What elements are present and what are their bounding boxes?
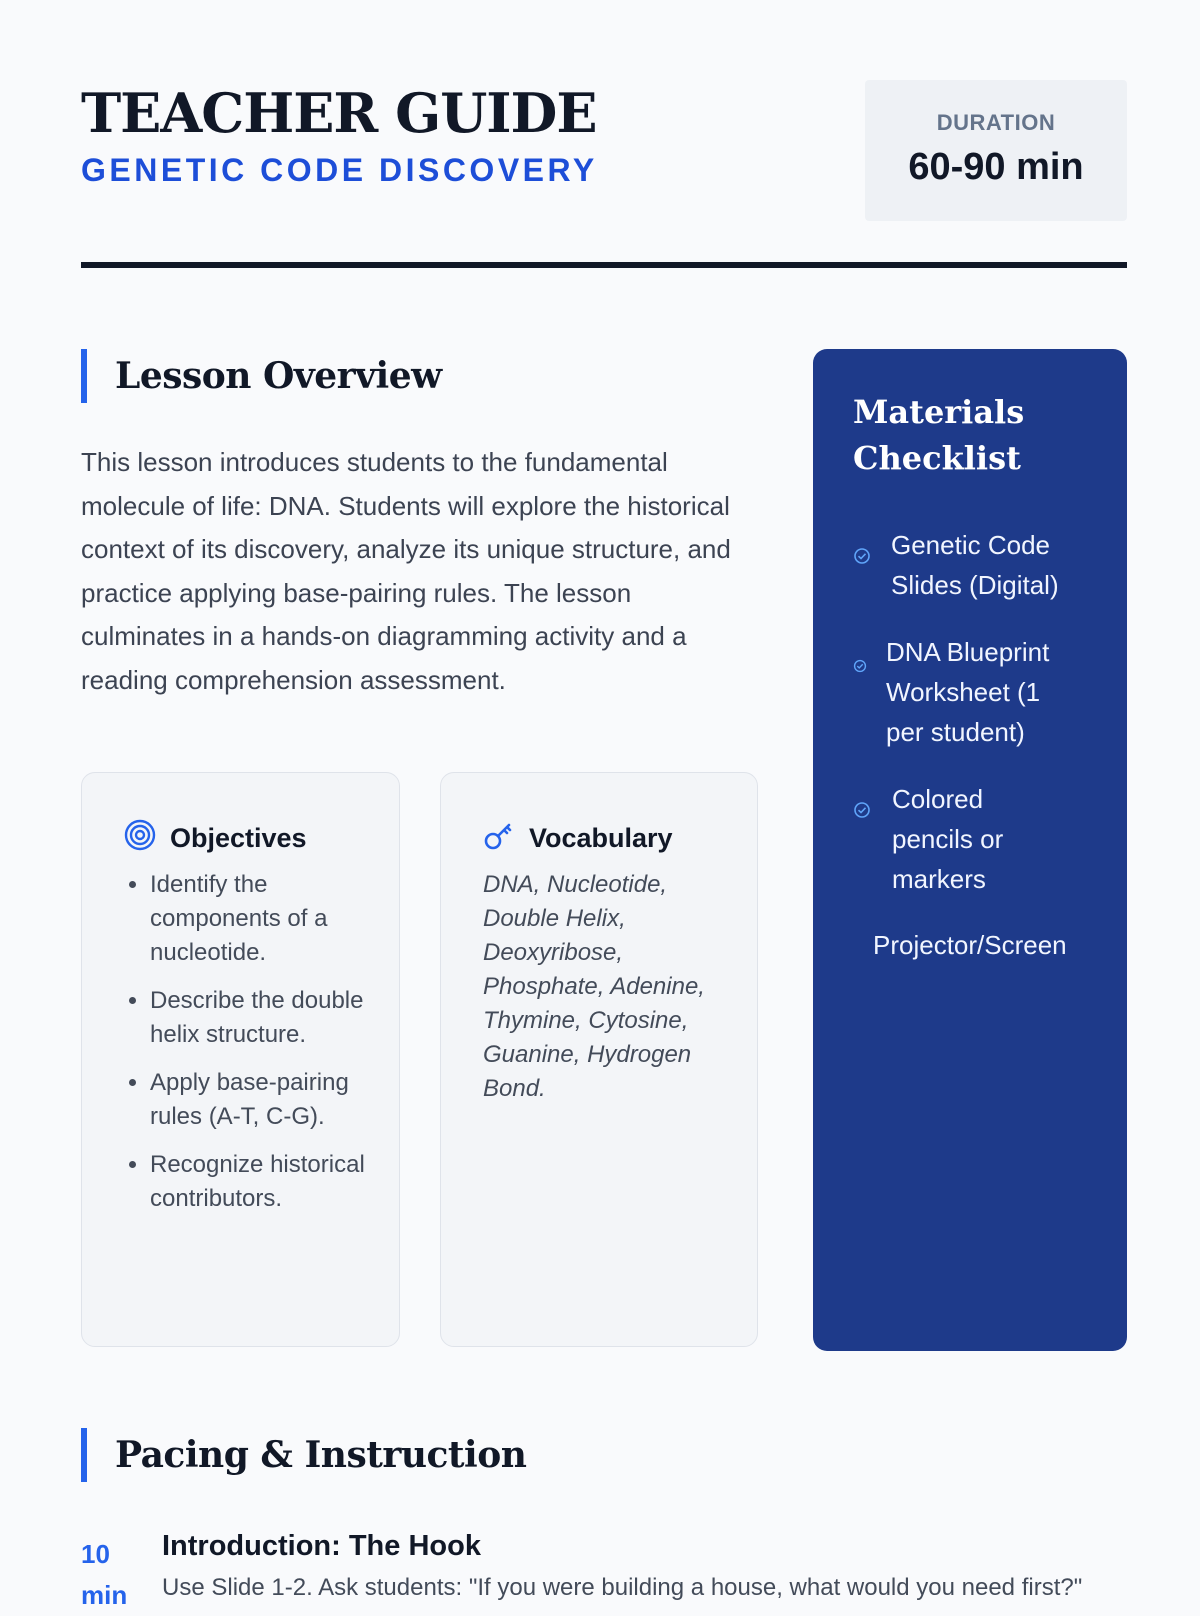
target-icon bbox=[124, 819, 170, 858]
duration-box bbox=[865, 80, 1127, 221]
materials-title: Materials Checklist bbox=[853, 393, 1025, 477]
pacing-step-time: 10 min bbox=[81, 1539, 128, 1610]
overview-text: This lesson introduces students to the fundamental molecule of life: DNA. Students will explore the historical context of its discovery, analyze its unique structure, and practice applying base-pairing rules. The lesson culminates in a hands-on diagramming activity and a reading comprehension assessment. bbox=[81, 447, 731, 695]
objectives-card bbox=[81, 772, 400, 1347]
pacing-step-title: Introduction: The Hook bbox=[162, 1530, 481, 1562]
materials-item bbox=[853, 525, 1103, 605]
materials-item bbox=[853, 925, 1113, 965]
materials-item-label: Genetic Code Slides (Digital) bbox=[891, 530, 1059, 600]
materials-item-label: DNA Blueprint Worksheet (1 per student) bbox=[886, 637, 1050, 747]
check-circle-icon bbox=[853, 790, 871, 830]
page-subtitle: GENETIC CODE DISCOVERY bbox=[81, 152, 598, 188]
vocabulary-text: DNA, Nucleotide, Double Helix, Deoxyribose, Phosphate, Adenine, Thymine, Cytosine, Guanine, Hydrogen Bond. bbox=[483, 871, 705, 1102]
duration-value: 60-90 min bbox=[908, 146, 1084, 188]
key-icon bbox=[483, 819, 529, 858]
list-item: • Apply base-pairing rules (A-T, C-G). bbox=[150, 1066, 380, 1134]
page-header bbox=[81, 80, 1127, 270]
materials-item bbox=[853, 632, 1083, 752]
materials-item-label: Projector/Screen bbox=[873, 930, 1067, 960]
list-item: • Identify the components of a nucleotide. bbox=[150, 868, 380, 970]
check-circle-icon bbox=[853, 536, 871, 576]
vocabulary-card bbox=[440, 772, 758, 1347]
list-item: • Describe the double helix structure. bbox=[150, 984, 380, 1052]
objectives-list bbox=[150, 868, 380, 1230]
materials-panel bbox=[813, 349, 1127, 1351]
vocabulary-title bbox=[483, 819, 673, 858]
pacing-step-description: Use Slide 1-2. Ask students: "If you were building a house, what would you need first?" bbox=[162, 1574, 1083, 1601]
page-title: TEACHER GUIDE bbox=[81, 81, 597, 145]
pacing-heading: Pacing & Instruction bbox=[81, 1428, 526, 1482]
list-item: • Recognize historical contributors. bbox=[150, 1148, 380, 1216]
objectives-title bbox=[124, 819, 307, 858]
duration-label: DURATION bbox=[936, 110, 1056, 135]
objectives-title-text: Objectives bbox=[170, 823, 307, 853]
overview-heading: Lesson Overview bbox=[81, 349, 442, 403]
materials-item bbox=[853, 779, 1043, 899]
check-circle-icon bbox=[853, 644, 867, 684]
vocabulary-title-text: Vocabulary bbox=[529, 823, 673, 853]
header-divider bbox=[81, 262, 1127, 268]
materials-item-label: Colored pencils or markers bbox=[892, 784, 1004, 894]
